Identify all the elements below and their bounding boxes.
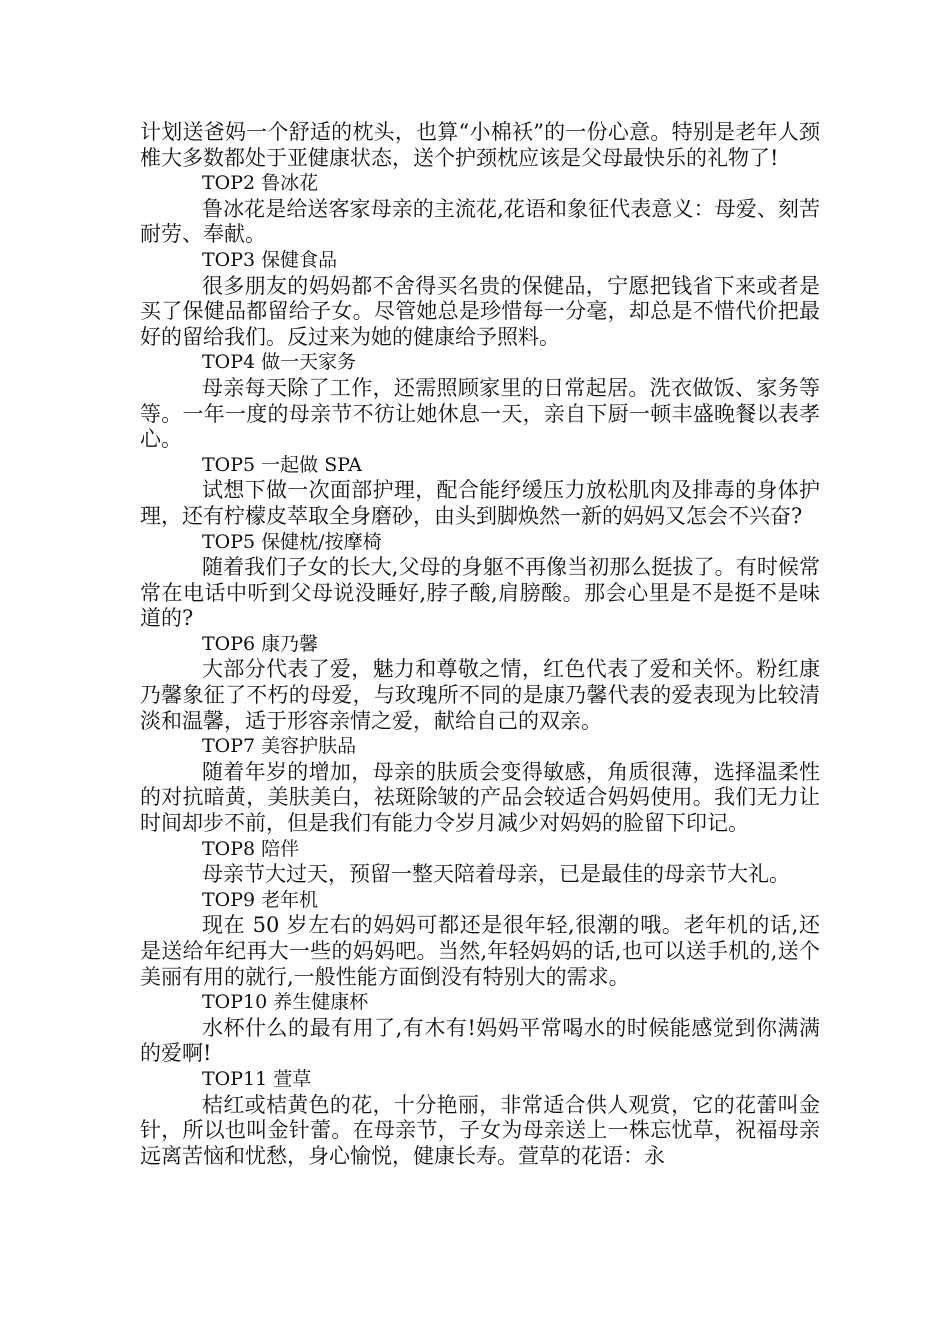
- section-heading-top5-spa: TOP5 一起做 SPA: [202, 453, 362, 476]
- section-body-top3: 很多朋友的妈妈都不舍得买名贵的保健品，宁愿把钱省下来或者是买了保健品都留给子女。尽管她总是珍惜每一分毫，却总是不惜代价把最好的留给我们。反过来为她的健康给予照料。: [140, 273, 820, 349]
- section-body-top4: 母亲每天除了工作，还需照顾家里的日常起居。洗衣做饭、家务等等。一年一度的母亲节不彷让她休息一天，亲自下厨一顿丰盛晚餐以表孝心。: [140, 375, 820, 452]
- document-body: [140, 120, 820, 1169]
- section-heading-top11: TOP11 萱草: [202, 1067, 312, 1090]
- section-heading-top3: TOP3 保健食品: [202, 248, 338, 271]
- section-body-top6: 大部分代表了爱，魅力和尊敬之情，红色代表了爱和关怀。粉红康乃馨象征了不朽的母爱，与玫瑰所不同的是康乃馨代表的爱表现为比较清淡和温馨，适于形容亲情之爱，献给自己的双亲。: [140, 657, 820, 733]
- section-body-top8: 母亲节大过天，预留一整天陪着母亲，已是最佳的母亲节大礼。: [202, 862, 790, 887]
- section-heading-top5-pillow: TOP5 保健枕/按摩椅: [202, 530, 382, 553]
- section-heading-top8: TOP8 陪伴: [202, 837, 300, 860]
- section-heading-top9: TOP9 老年机: [202, 888, 319, 911]
- section-body-top9: 现在 50 岁左右的妈妈可都还是很年轻,很潮的哦。老年机的话,还是送给年纪再大一些的妈妈吧。当然,年轻妈妈的话,也可以送手机的,送个美丽有用的就行,一般性能方面倒没有特别大的需求。: [140, 913, 820, 989]
- section-heading-top10: TOP10 养生健康杯: [202, 991, 369, 1014]
- section-heading-top2: TOP2 鲁冰花: [202, 172, 319, 195]
- section-body-top5-spa: 试想下做一次面部护理，配合能纾缓压力放松肌肉及排毒的身体护理，还有柠檬皮萃取全身磨砂，由头到脚焕然一新的妈妈又怎会不兴奋?: [140, 478, 820, 528]
- section-body-top11: 桔红或桔黄色的花，十分艳丽，非常适合供人观赏，它的花蕾叫金针，所以也叫金针蕾。在母亲节，子女为母亲送上一株忘忧草，祝福母亲远离苦恼和忧愁，身心愉悦，健康长寿。萱草的花语：永: [140, 1092, 820, 1168]
- section-heading-top7: TOP7 美容护肤品: [202, 735, 357, 758]
- intro-paragraph: 计划送爸妈一个舒适的枕头，也算“小棉袄”的一份心意。特别是老年人颈椎大多数都处于亚健康状态，送个护颈枕应该是父母最快乐的礼物了!: [140, 120, 820, 170]
- section-heading-top6: TOP6 康乃馨: [202, 632, 319, 655]
- section-body-top2: 鲁冰花是给送客家母亲的主流花,花语和象征代表意义：母爱、刻苦耐劳、奉献。: [140, 196, 820, 247]
- section-body-top7: 随着年岁的增加，母亲的肤质会变得敏感，角质很薄，选择温柔性的对抗暗黄，美肤美白，祛斑除皱的产品会较适合妈妈使用。我们无力让时间却步不前，但是我们有能力令岁月减少对妈妈的脸留下印记。: [140, 759, 820, 836]
- section-body-top10: 水杯什么的最有用了,有木有!妈妈平常喝水的时候能感觉到你满满的爱啊!: [140, 1015, 820, 1066]
- section-heading-top4: TOP4 做一天家务: [202, 351, 357, 374]
- section-body-top5-pillow: 随着我们子女的长大,父母的身躯不再像当初那么挺拔了。有时候常常在电话中听到父母说没睡好,脖子酸,肩膀酸。那会心里是不是挺不是味道的?: [140, 555, 820, 631]
